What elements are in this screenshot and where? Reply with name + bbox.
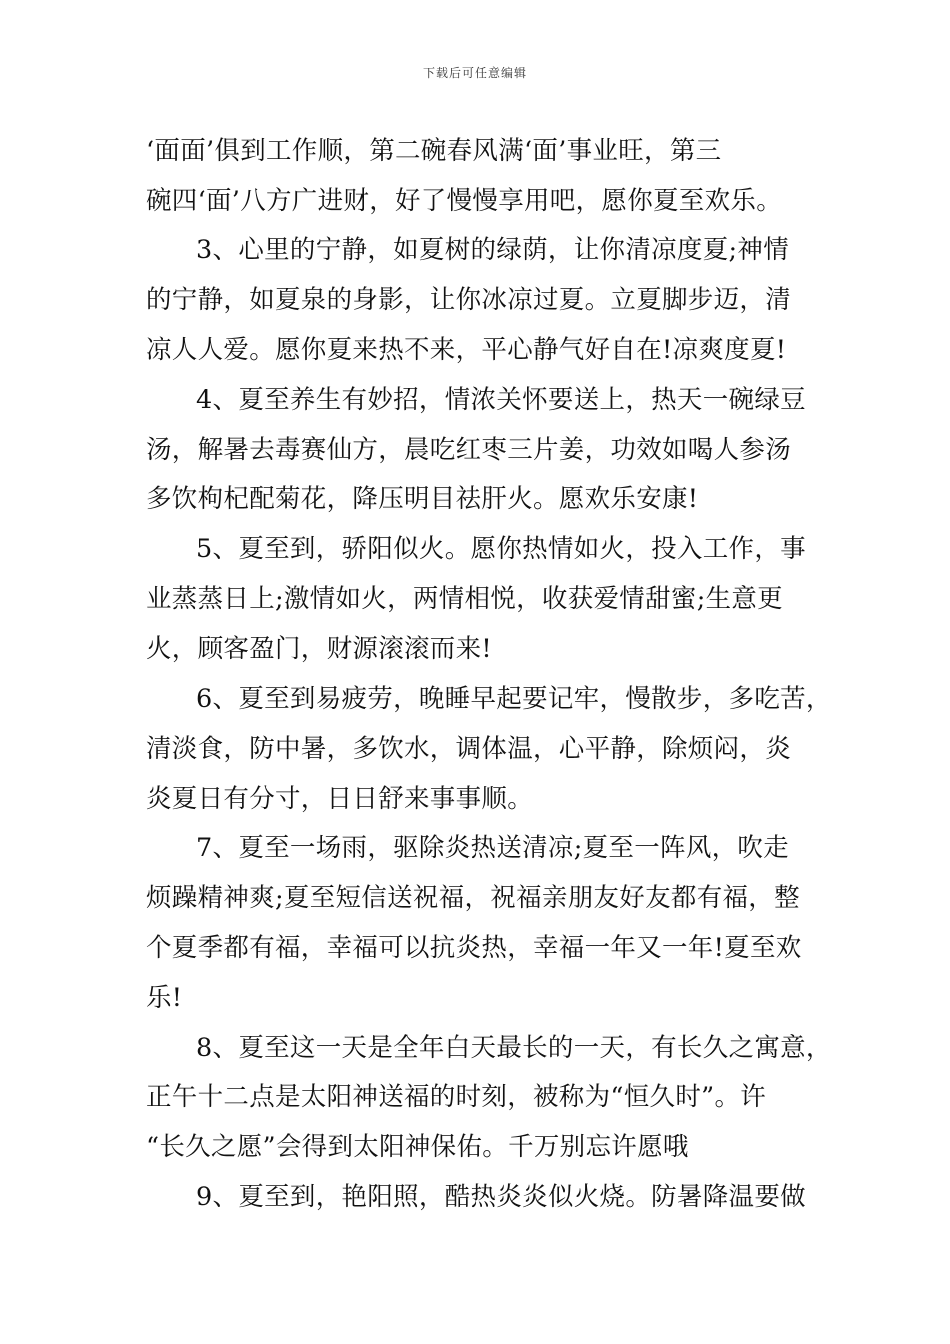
text-line: 清淡食，防中暑，多饮水，调体温，心平静，除烦闷，炎 [146, 734, 792, 764]
paragraph-start-line: 6、夏至到易疲劳，晚睡早起要记牢，慢散步，多吃苦， [196, 684, 832, 714]
text-line: 个夏季都有福，幸福可以抗炎热，幸福一年又一年!夏至欢 [146, 933, 802, 963]
text-line: 凉人人爱。愿你夏来热不来，平心静气好自在!凉爽度夏! [146, 335, 787, 365]
text-line: 火，顾客盈门，财源滚滚而来! [146, 634, 492, 664]
page-header: 下载后可任意编辑 [422, 66, 527, 80]
paragraph-start-line: 5、夏至到，骄阳似火。愿你热情如火，投入工作，事 [196, 534, 806, 564]
paragraph-start-line: 4、夏至养生有妙招，情浓关怀要送上，热天一碗绿豆 [196, 385, 806, 415]
text-line: 碗四‘面’八方广进财，好了慢慢享用吧，愿你夏至欢乐。 [146, 186, 783, 216]
text-line: 乐! [146, 983, 183, 1013]
text-line: 业蒸蒸日上;激情如火，两情相悦，收获爱情甜蜜;生意更 [146, 584, 783, 614]
paragraph-start-line: 8、夏至这一天是全年白天最长的一天，有长久之寓意， [196, 1033, 832, 1063]
paragraph-start-line: 7、夏至一场雨，驱除炎热送清凉;夏至一阵风，吹走 [196, 833, 790, 863]
paragraph-start-line: 9、夏至到，艳阳照，酷热炎炎似火烧。防暑降温要做 [196, 1182, 806, 1212]
text-line: 汤，解暑去毒赛仙方，晨吃红枣三片姜，功效如喝人参汤 [146, 435, 792, 465]
text-line: 炎夏日有分寸，日日舒来事事顺。 [146, 784, 534, 814]
text-line: 多饮枸杞配菊花，降压明目祛肝火。愿欢乐安康! [146, 484, 699, 514]
text-line: 烦躁精神爽;夏至短信送祝福，祝福亲朋友好友都有福，整 [146, 883, 800, 913]
text-line: 正午十二点是太阳神送福的时刻，被称为“恒久时”。许 [146, 1082, 767, 1112]
paragraph-start-line: 3、心里的宁静，如夏树的绿荫，让你清凉度夏;神情 [196, 235, 790, 265]
text-line: ‘面面’俱到工作顺，第二碗春风满‘面’事业旺，第三 [146, 136, 722, 166]
text-line: “长久之愿”会得到太阳神保佑。千万别忘许愿哦 [146, 1132, 689, 1162]
text-line: 的宁静，如夏泉的身影，让你冰凉过夏。立夏脚步迈，清 [146, 285, 792, 315]
